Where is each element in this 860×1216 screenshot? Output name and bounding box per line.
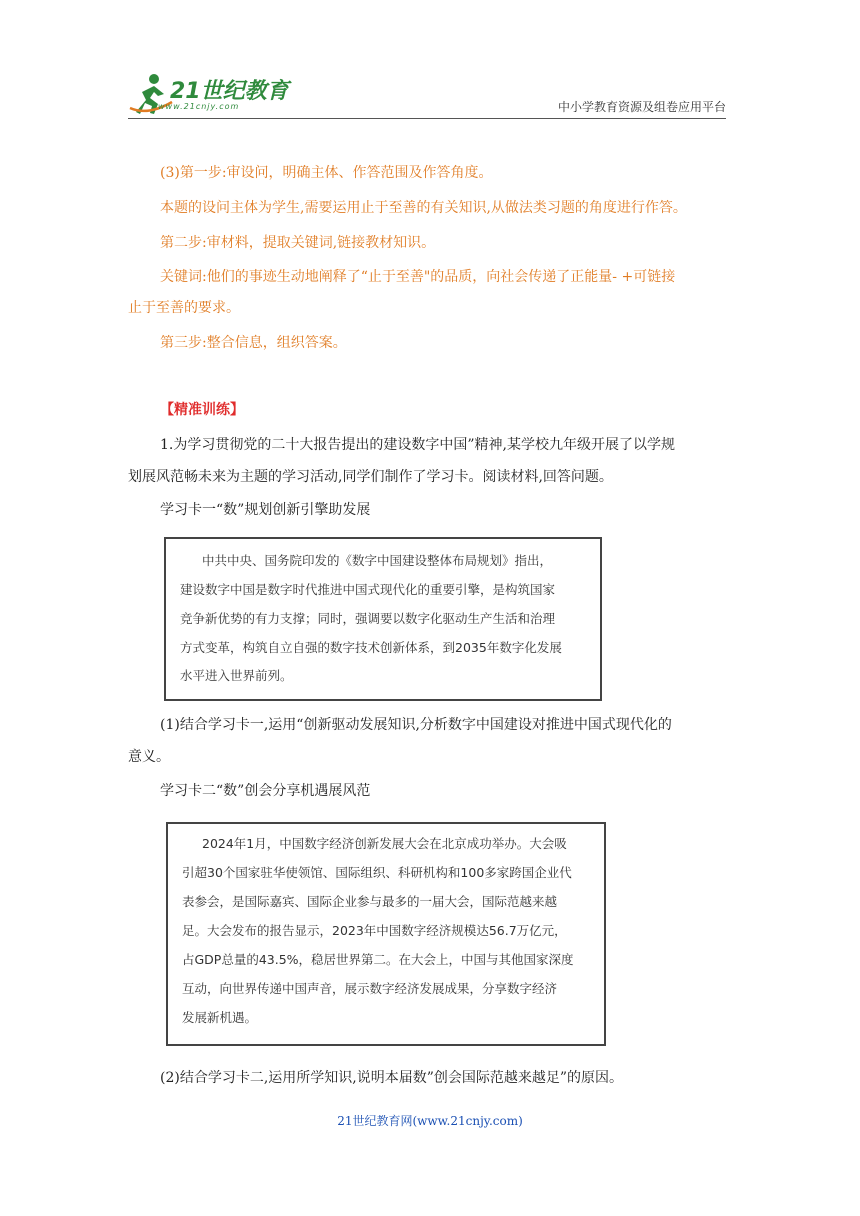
analysis-step1: (3)第一步:审设问，明确主体、作答范围及作答角度。 [160,165,493,181]
logo-url: www.21cnjy.com [158,102,240,111]
card2-line: 互动，向世界传递中国声音，展示数字经济发展成果，分享数字经济 [182,981,558,996]
card2-line: 2024年1月，中国数字经济创新发展大会在北京成功举办。大会吸 [202,836,567,851]
analysis-keywords-line1: 关键词:他们的事迹生动地阐释了“止于至善"的品质，向社会传递了正能量- +可链接 [160,269,676,285]
analysis-keywords-line2: 止于至善的要求。 [128,300,240,316]
header-divider [128,118,726,119]
training-heading: 【精准训练】 [160,402,244,418]
card1-title: 学习卡一“数”规划创新引擎助发展 [160,502,371,518]
card2-line: 表参会，是国际嘉宾、国际企业参与最多的一届大会，国际范越来越 [182,894,558,909]
study-card-2 [166,822,606,1046]
card1-line: 方式变革，构筑自立自强的数字技术创新体系，到2035年数字化发展 [180,640,562,655]
analysis-step1-detail: 本题的设问主体为学生,需要运用止于至善的有关知识,从做法类习题的角度进行作答。 [160,200,687,216]
question1-line1: 1.为学习贯彻党的二十大报告提出的建设数字中国”精神,某学校九年级开展了以学规 [160,437,675,453]
subquestion1-line2: 意义。 [128,749,170,765]
card2-line: 足。大会发布的报告显示，2023年中国数字经济规模达56.7万亿元， [182,923,567,938]
card1-line: 中共中央、国务院印发的《数字中国建设整体布局规划》指出， [202,553,553,568]
card1-line: 水平进入世界前列。 [180,668,293,683]
page-header [128,70,726,120]
card2-line: 发展新机遇。 [182,1010,258,1025]
logo-title: 21世纪教育 [170,79,289,104]
platform-name: 中小学教育资源及组卷应用平台 [557,100,726,114]
subquestion1-line1: (1)结合学习卡一,运用“创新驱动发展知识,分析数字中国建设对推进中国式现代化的 [160,717,672,733]
subquestion2: (2)结合学习卡二,运用所学知识,说明本届数”创会国际范越来越足”的原因。 [160,1070,624,1086]
card1-line: 竞争新优势的有力支撑；同时，强调要以数字化驱动生产生活和治理 [180,611,556,626]
study-card-1 [164,537,602,701]
analysis-step2: 第二步:审材料，提取关键词,链接教材知识。 [160,235,436,251]
question1-line2: 划展风范畅未来为主题的学习活动,同学们制作了学习卡。阅读材料,回答问题。 [128,469,613,485]
site-logo [128,70,308,120]
card2-line: 占GDP总量的43.5%，稳居世界第二。在大会上，中国与其他国家深度 [182,952,574,967]
card2-line: 引超30个国家驻华使领馆、国际组织、科研机构和100多家跨国企业代 [182,865,572,880]
footer-link[interactable]: 21世纪教育网(www.21cnjy.com) [337,1114,523,1128]
card1-line: 建设数字中国是数字时代推进中国式现代化的重要引擎，是构筑国家 [180,582,556,597]
card2-title: 学习卡二“数”创会分享机遇展风范 [160,783,371,799]
analysis-step3: 第三步:整合信息，组织答案。 [160,335,347,351]
